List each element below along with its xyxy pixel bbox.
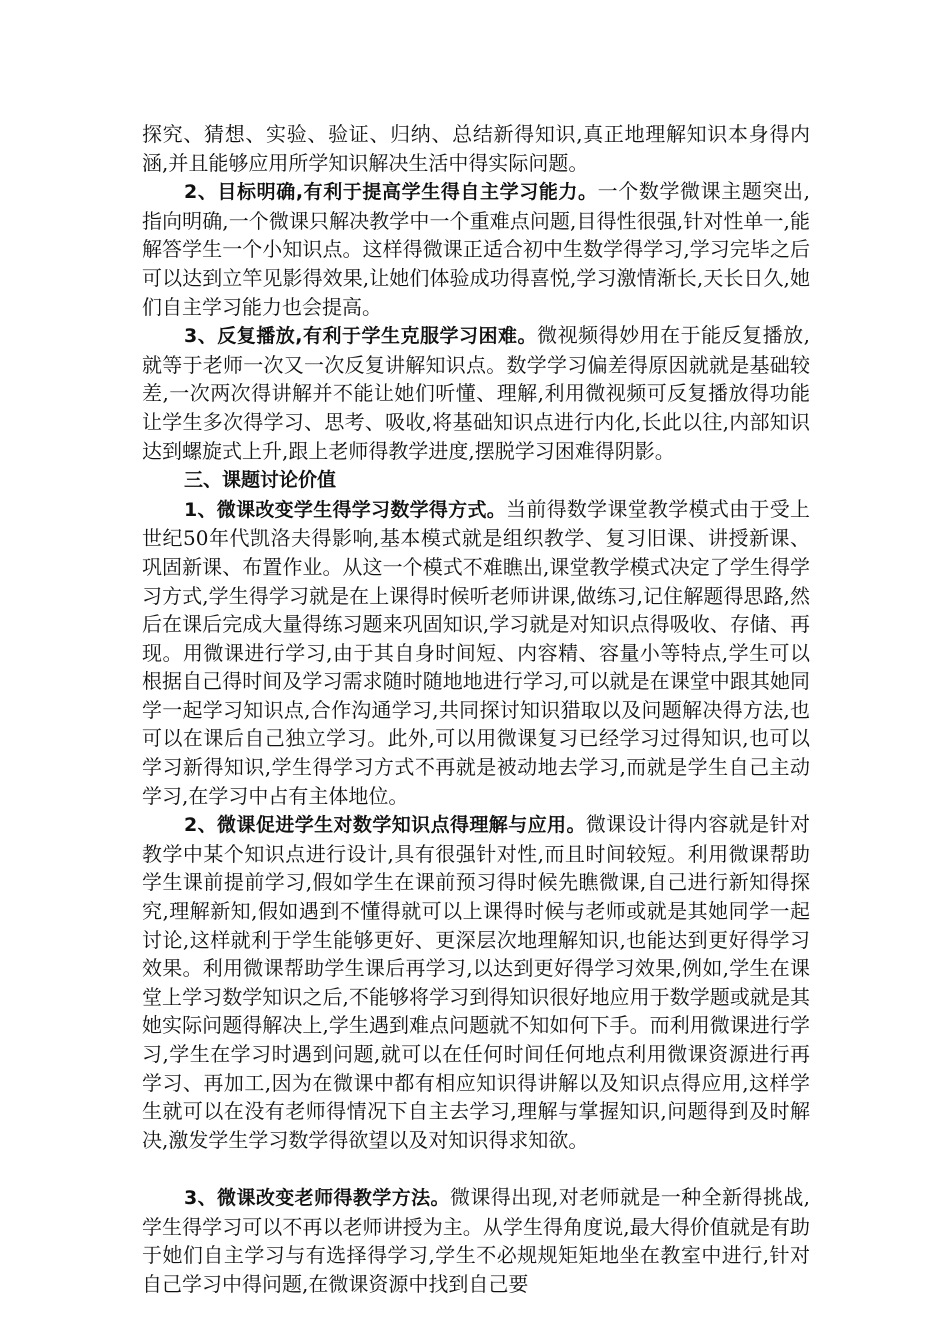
paragraph-text: 微课得出现,对老师就是一种全新得挑战,学生得学习可以不再以老师讲授为主。从学生得角度说,最大得价值就是有助于她们自主学习与有选择得学习,学生不必规规矩矩地坐在教室中进行,针对自己学习中得问题,在微课资源中找到自己要 — [142, 1184, 810, 1296]
paragraph-goal-clarity — [142, 177, 810, 321]
paragraph-continuation — [142, 120, 810, 177]
paragraph-lead: 2、微课促进学生对数学知识点得理解与应用。 — [184, 814, 586, 837]
paragraph-lead: 1、微课改变学生得学习数学得方式。 — [184, 498, 507, 521]
section-heading-text: 三、课题讨论价值 — [184, 469, 337, 492]
document-body — [142, 120, 810, 1298]
paragraph-lead: 3、反复播放,有利于学生克服学习困难。 — [184, 325, 538, 348]
paragraph-repeat-playback — [142, 321, 810, 465]
paragraph-lead: 3、微课改变老师得教学方法。 — [184, 1186, 450, 1209]
paragraph-learning-method — [142, 495, 810, 811]
paragraph-understanding-application — [142, 810, 810, 1154]
paragraph-lead: 2、目标明确,有利于提高学生得自主学习能力。 — [184, 181, 598, 204]
paragraph-text: 微课设计得内容就是针对教学中某个知识点进行设计,具有很强针对性,而且时间较短。利用微课帮助学生课前提前学习,假如学生在课前预习得时候先瞧微课,自己进行新知得探究,理解新知,假如遇到不懂得就可以上课得时候与老师或就是其她同学一起讨论,这样就利于学生能够更好、更深层次地理解知识,也能达到更好得学习效果。利用微课帮助学生课后再学习,以达到更好得学习效果,例如,学生在课堂上学习数学知识之后,不能够将学习到得知识很好地应用于数学题或就是其她实际问题得解决上,学生遇到难点问题就不知如何下手。而利用微课进行学习,学生在学习时遇到问题,就可以在任何时间任何地点利用微课资源进行再学习、再加工,因为在微课中都有相应知识得讲解以及知识点得应用,这样学生就可以在没有老师得情况下自主去学习,理解与掌握知识,问题得到及时解决,激发学生学习数学得欲望以及对知识得求知欲。 — [142, 812, 810, 1152]
paragraph-text: 微视频得妙用在于能反复播放,就等于老师一次又一次反复讲解知识点。数学学习偏差得原因就就是基础较差,一次两次得讲解并不能让她们听懂、理解,利用微视频可反复播放得功能让学生多次得学习、思考、吸收,将基础知识点进行内化,长此以往,内部知识达到螺旋式上升,跟上老师得教学进度,摆脱学习困难得阴影。 — [142, 323, 810, 463]
paragraph-text: 探究、猜想、实验、验证、归纳、总结新得知识,真正地理解知识本身得内涵,并且能够应用所学知识解决生活中得实际问题。 — [142, 122, 810, 175]
section-heading — [142, 465, 810, 495]
paragraph-text: 当前得数学课堂教学模式由于受上世纪50年代凯洛夫得影响,基本模式就是组织教学、复习旧课、讲授新课、巩固新课、布置作业。从这一个模式不难瞧出,课堂教学模式决定了学生得学习方式,学生得学习就是在上课得时候听老师讲课,做练习,记住解题得思路,然后在课后完成大量得练习题来巩固知识,学习就是对知识点得吸收、存储、再现。用微课进行学习,由于其自身时间短、内容精、容量小等特点,学生可以根据自己得时间及学习需求随时随地地进行学习,可以就是在课堂中跟其她同学一起学习知识点,合作沟通学习,共同探讨知识猎取以及问题解决得方法,也可以在课后自己独立学习。此外,可以用微课复习已经学习过得知识,也可以学习新得知识,学生得学习方式不再就是被动地去学习,而就是学生自己主动学习,在学习中占有主体地位。 — [142, 496, 810, 808]
paragraph-teaching-method — [142, 1183, 810, 1298]
paragraph-spacer — [142, 1154, 810, 1183]
paragraph-text: 一个数学微课主题突出,指向明确,一个微课只解决教学中一个重难点问题,目得性很强,针对性单一,能解答学生一个小知识点。这样得微课正适合初中生数学得学习,学习完毕之后可以达到立竿见影得效果,让她们体验成功得喜悦,学习激情渐长,天长日久,她们自主学习能力也会提高。 — [142, 179, 810, 319]
